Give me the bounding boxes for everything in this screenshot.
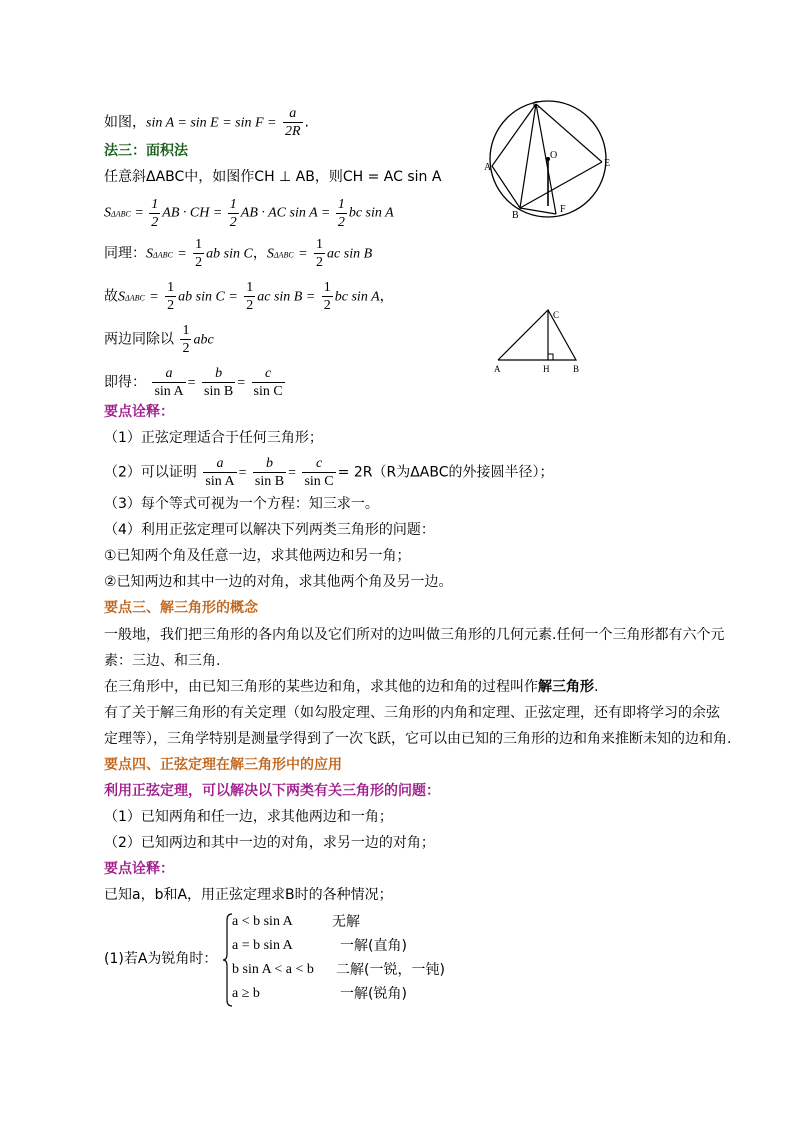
separator: ，: [252, 245, 267, 262]
list-item: （2）已知两边和其中一边的对角，求另一边的对角；: [104, 835, 435, 851]
numerator: c: [315, 456, 323, 471]
subscript: ΔABC: [111, 209, 131, 219]
numerator: 1: [246, 280, 254, 295]
numerator: a: [165, 366, 173, 381]
paragraph-line: 有了关于解三角形的有关定理（如勾股定理、三角形的内角和定理、正弦定理，还有即将学习的余弦: [104, 705, 720, 721]
denominator: sin A: [205, 474, 235, 489]
denominator: sin B: [254, 474, 285, 489]
label-b: B: [512, 210, 519, 221]
numerator: 1: [195, 237, 203, 252]
label-a: A: [494, 364, 501, 374]
numerator: 1: [323, 280, 331, 295]
note-title: 要点诠释：: [104, 404, 174, 420]
formula: sin A = sin E = sin F =: [146, 115, 277, 131]
denominator: 2: [229, 215, 237, 230]
paragraph: 已知a，b和A，用正弦定理求B时的各种情况；: [104, 887, 393, 903]
label-f: F: [560, 204, 566, 215]
paragraph-line: 一般地，我们把三角形的各内角以及它们所对的边叫做三角形的几何元素.任何一个三角形都有六个元: [104, 627, 725, 643]
term: ac sin B: [327, 246, 373, 262]
fraction: [283, 105, 303, 140]
numerator: 1: [337, 197, 345, 212]
numerator: 1: [229, 197, 237, 212]
acute-case-label: (1)若A为锐角时：: [104, 951, 218, 967]
case-row: [232, 984, 407, 1004]
section-title: 要点四、正弦定理在解三角形中的应用: [104, 757, 342, 773]
label-b: B: [573, 364, 580, 374]
paragraph-line: 素：三边、和三角.: [104, 653, 221, 669]
case-row: [232, 960, 445, 980]
term: AB · AC sin A =: [240, 205, 331, 221]
text: = 2R（R为ΔABC的外接圆半径）；: [337, 464, 554, 481]
label-c: C: [553, 310, 560, 320]
denominator: sin C: [304, 474, 334, 489]
term: ac sin B =: [257, 289, 316, 305]
line-similarly: [104, 236, 372, 271]
equals: =: [298, 246, 308, 262]
condition: a ≥ b: [232, 986, 260, 1001]
circle-figure: [480, 96, 620, 226]
text: 在三角形中，由已知三角形的某些边和角，求其他的边和角的过程叫作: [104, 679, 538, 695]
label-e: E: [604, 158, 611, 169]
condition: a = b sin A: [232, 938, 293, 953]
triangle-abc: [492, 104, 536, 208]
text: 如图，: [104, 114, 146, 131]
fraction: [228, 196, 239, 231]
denominator: 2: [182, 341, 190, 356]
fraction: [202, 365, 235, 400]
equals: =: [149, 289, 159, 305]
list-item: ②已知两边和其中一边的对角，求其他两个角及另一边。: [104, 574, 453, 590]
area-symbol: S: [266, 246, 274, 262]
text: （2）可以证明: [104, 464, 197, 481]
label-c: C: [533, 100, 540, 111]
fraction: [193, 236, 204, 271]
denominator: 2: [246, 298, 254, 313]
numerator: a: [216, 456, 224, 471]
fraction: [244, 279, 255, 314]
term: ab sin C =: [178, 289, 238, 305]
text: 即得：: [104, 374, 146, 391]
equals: =: [187, 375, 196, 391]
fraction: [314, 236, 325, 271]
numerator: 1: [316, 237, 324, 252]
equals: =: [288, 465, 297, 481]
denominator: sin B: [204, 384, 234, 399]
numerator: b: [266, 456, 274, 471]
result: 一解(锐角): [340, 986, 407, 1002]
denominator: 2: [195, 255, 203, 270]
subscript: ΔABC: [125, 293, 145, 303]
result: 无解: [332, 914, 360, 930]
fraction: [252, 365, 285, 400]
equals: =: [238, 465, 247, 481]
term: ab sin C: [206, 246, 253, 262]
fraction: [149, 196, 160, 231]
equals: =: [134, 205, 144, 221]
line-area-formula: [104, 196, 394, 231]
fraction: [253, 455, 286, 490]
denominator: 2: [337, 215, 345, 230]
text: 两边同除以: [104, 331, 174, 348]
paragraph: [104, 677, 598, 697]
line-therefore: [104, 279, 394, 314]
bold-term: 解三角形: [538, 679, 594, 695]
equals: =: [237, 375, 246, 391]
denominator: 2R: [284, 124, 301, 139]
fraction: [180, 322, 191, 357]
fraction: [336, 196, 347, 231]
numerator: c: [265, 366, 272, 381]
numerator: 1: [151, 197, 159, 212]
denominator: 2: [316, 255, 324, 270]
line-height: 任意斜ΔABC中，如图作CH ⊥ AB，则CH = AC sin A: [104, 169, 442, 185]
fraction: [152, 365, 185, 400]
period: .: [594, 679, 599, 695]
subscript: ΔABC: [273, 250, 294, 260]
case-row: [232, 936, 407, 956]
line-divide: [104, 322, 214, 357]
term: abc: [193, 332, 214, 348]
method3-title: 法三：面积法: [104, 143, 188, 159]
list-item: ①已知两个角及任意一边，求其他两边和另一角；: [104, 548, 411, 564]
paragraph-line: 定理等），三角学特别是测量学得到了一次飞跃，它可以由已知的三角形的边和角来推断未知的边和角.: [104, 731, 732, 747]
area-symbol: S: [146, 246, 153, 262]
denominator: sin A: [154, 384, 184, 399]
term: bc sin A: [348, 205, 394, 221]
fraction: [165, 279, 176, 314]
fraction: [203, 455, 236, 490]
comma: ，: [379, 288, 394, 305]
chord-ce: [536, 104, 602, 162]
numerator: 1: [167, 280, 175, 295]
label-o: O: [550, 150, 558, 161]
line-circumradius: [104, 105, 309, 140]
numerator: 1: [182, 323, 190, 338]
equals: =: [177, 246, 187, 262]
area-symbol: S: [118, 289, 125, 305]
fraction: [302, 455, 335, 490]
chord-eb: [520, 162, 602, 208]
area-symbol: S: [104, 205, 111, 221]
period: .: [304, 114, 309, 131]
text: 同理：: [104, 245, 146, 262]
line-law-of-sines: [104, 365, 287, 400]
label-a: A: [484, 162, 492, 173]
triangle-abc: [498, 310, 576, 360]
denominator: 2: [323, 298, 331, 313]
result: 二解(一锐，一钝): [336, 962, 445, 978]
acute-cases: [232, 912, 472, 1008]
list-item: （1）正弦定理适合于任何三角形；: [104, 430, 323, 446]
condition: a < b sin A: [232, 914, 293, 929]
fraction: [322, 279, 333, 314]
denominator: 2: [151, 215, 159, 230]
section-title: 要点三、解三角形的概念: [104, 600, 258, 616]
list-item-proof: [104, 455, 554, 490]
label-h: H: [543, 364, 550, 374]
case-row: [232, 912, 360, 932]
denominator: sin C: [253, 384, 283, 399]
condition: b sin A < a < b: [232, 962, 314, 977]
term: AB · CH =: [162, 205, 223, 221]
term: bc sin A: [334, 289, 380, 305]
subscript: ΔABC: [153, 250, 173, 260]
right-angle-mark: [548, 354, 553, 360]
note-title: 要点诠释：: [104, 861, 174, 877]
list-item: （1）已知两角和任一边，求其他两边和一角；: [104, 809, 393, 825]
list-item: （3）每个等式可视为一个方程：知三求一。: [104, 496, 379, 512]
numerator: b: [215, 366, 223, 381]
denominator: 2: [167, 298, 175, 313]
list-item: （4）利用正弦定理可以解决下列两类三角形的问题：: [104, 522, 435, 538]
result: 一解(直角): [340, 938, 407, 954]
text: 故: [104, 288, 118, 305]
triangle-figure: [492, 304, 592, 376]
numerator: a: [289, 106, 297, 121]
subsection-title: 利用正弦定理，可以解决以下两类有关三角形的问题：: [104, 783, 440, 799]
